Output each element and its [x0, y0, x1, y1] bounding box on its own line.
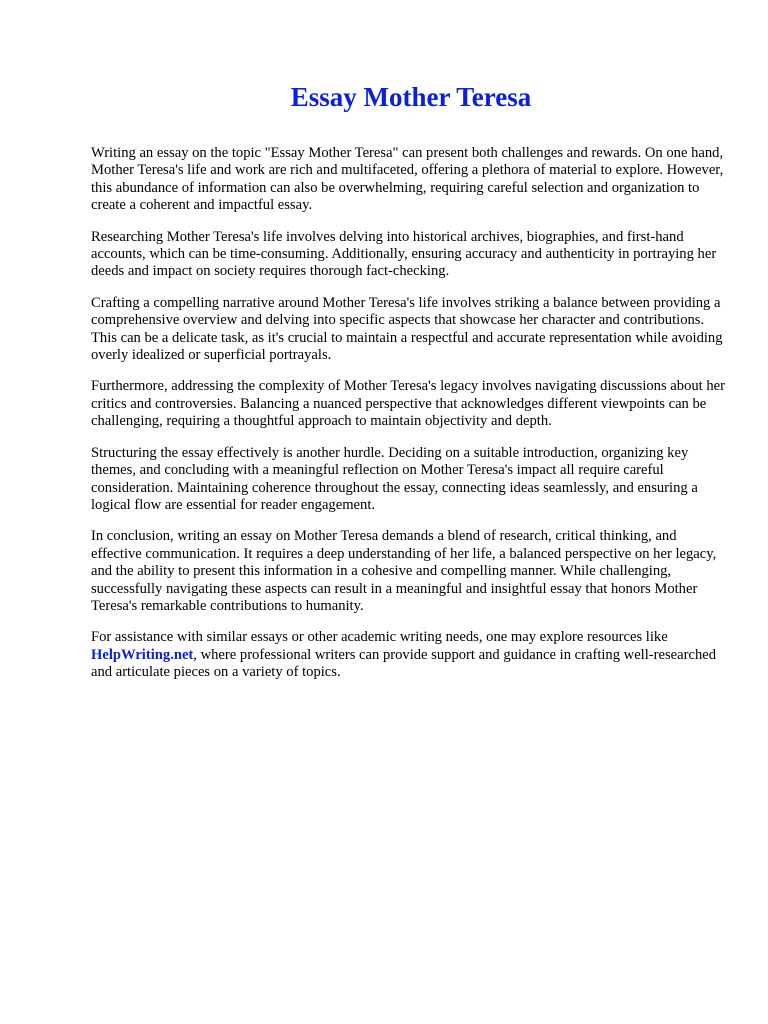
document-title: Essay Mother Teresa	[290, 82, 532, 112]
document-body	[91, 145, 727, 696]
paragraph-research: Researching Mother Teresa's life involves delving into historical archives, biographies, and first-hand accounts, which can be time-consuming. Additionally, ensuring accuracy and authenticity in portraying her deeds and impact on society requires thorough fact-checking.	[91, 228, 717, 280]
paragraph-conclusion: In conclusion, writing an essay on Mother Teresa demands a blend of research, critical thinking, and effective communication. It requires a deep understanding of her life, a balanced perspective on her legacy, and the ability to present this information in a cohesive and compelling manner. While challenging, successfully navigating these aspects can result in a meaningful and insightful essay that honors Mother Teresa's remarkable contributions to humanity.	[91, 528, 717, 614]
helpwriting-link[interactable]: HelpWriting.net	[91, 646, 194, 663]
closing-text-before-link: For assistance with similar essays or other academic writing needs, one may explore resources like	[91, 629, 668, 646]
paragraph-structure: Structuring the essay effectively is another hurdle. Deciding on a suitable introduction, organizing key themes, and concluding with a meaningful reflection on Mother Teresa's impact all require careful consideration. Maintaining coherence throughout the essay, connecting ideas seamlessly, and ensuring a logical flow are essential for reader engagement.	[91, 444, 698, 513]
closing-text-after-link: , where professional writers can provide support and guidance in crafting well-researched and articulate pieces on a variety of topics.	[91, 646, 717, 681]
paragraph-closing	[91, 629, 727, 681]
paragraph-intro: Writing an essay on the topic "Essay Mother Teresa" can present both challenges and rewards. On one hand, Mother Teresa's life and work are rich and multifaceted, offering a plethora of material to explore. However, this abundance of information can also be overwhelming, requiring careful selection and organization to create a coherent and impactful essay.	[91, 145, 724, 214]
paragraph-narrative: Crafting a compelling narrative around Mother Teresa's life involves striking a balance between providing a comprehensive overview and delving into specific aspects that showcase her character and contributions. This can be a delicate task, as it's crucial to maintain a respectful and accurate representation while avoiding overly idealized or superficial portrayals.	[91, 294, 723, 364]
paragraph-legacy: Furthermore, addressing the complexity of Mother Teresa's legacy involves navigating discussions about her critics and controversies. Balancing a nuanced perspective that acknowledges different viewpoints can be challenging, requiring a thoughtful approach to maintain objectivity and depth.	[91, 378, 725, 430]
